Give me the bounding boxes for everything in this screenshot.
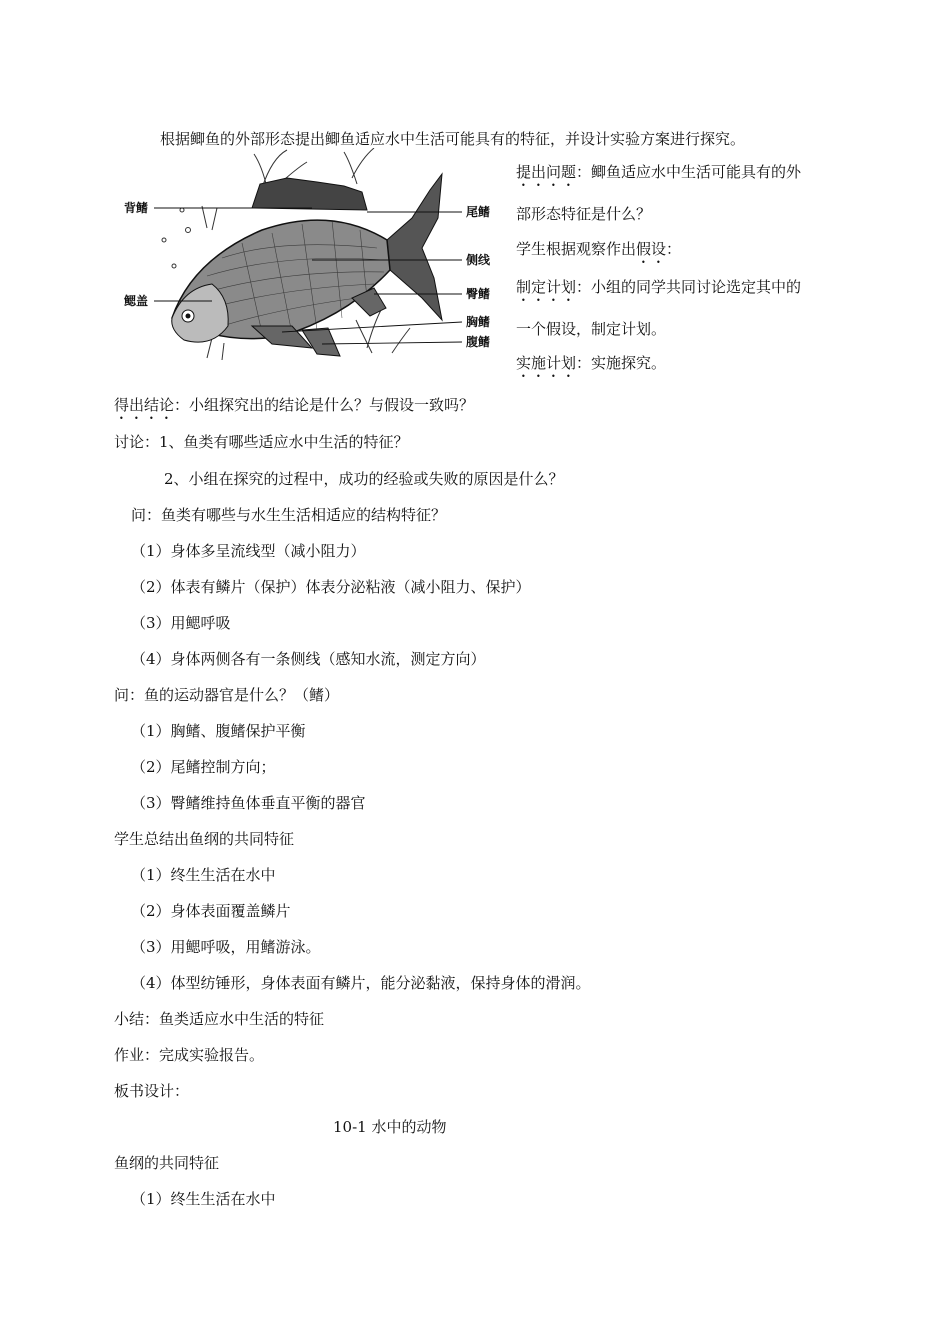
q1-item: （4）身体两侧各有一条侧线（感知水流，测定方向）	[131, 650, 486, 668]
implement-line: 实施计划：实施探究。	[516, 354, 667, 372]
brief-summary: 小结：鱼类适应水中生活的特征	[114, 1010, 325, 1028]
tail-fin-shape	[387, 174, 442, 320]
label-gill-cover: 鳃盖	[124, 294, 149, 308]
label-dorsal-fin: 背鳍	[124, 201, 149, 215]
plan-line-2: 一个假设，制定计划。	[516, 320, 667, 338]
q1-item: （3）用鳃呼吸	[131, 614, 231, 632]
dorsal-fin-shape	[252, 178, 367, 210]
bubbles	[162, 208, 191, 268]
summary-item: （3）用鳃呼吸，用鳍游泳。	[131, 938, 321, 956]
intro-text: 根据鲫鱼的外部形态提出鲫鱼适应水中生活可能具有的特征，并设计实验方案进行探究。	[160, 130, 746, 148]
q2-item: （3）臀鳍维持鱼体垂直平衡的器官	[131, 794, 366, 812]
conclusion-line: 得出结论：小组探究出的结论是什么？与假设一致吗？	[114, 396, 475, 414]
board-item: （1）终生生活在水中	[131, 1190, 276, 1208]
summary-item: （4）体型纺锤形，身体表面有鳞片，能分泌黏液，保持身体的滑润。	[131, 974, 591, 992]
question-1: 问：鱼类有哪些与水生生活相适应的结构特征？	[131, 506, 447, 524]
summary-heading: 学生总结出鱼纲的共同特征	[114, 830, 295, 848]
homework: 作业：完成实验报告。	[114, 1046, 265, 1064]
q1-item: （2）体表有鳞片（保护）体表分泌粘液（减小阻力、保护）	[131, 578, 531, 596]
question-line-2: 部形态特征是什么？	[516, 205, 652, 223]
board-title: 10-1 水中的动物	[333, 1118, 447, 1136]
discussion-2: 2、小组在探究的过程中，成功的经验或失败的原因是什么？	[164, 470, 564, 488]
plan-label: 制定计划	[516, 278, 577, 296]
fish-head	[172, 284, 228, 342]
fish-diagram	[112, 148, 504, 370]
label-pelvic-fin: 腹鳍	[466, 335, 491, 349]
pelvic-fin-shape	[302, 328, 340, 356]
question-label: 提出问题	[516, 163, 577, 181]
question-line-1: 提出问题：鲫鱼适应水中生活可能具有的外	[516, 163, 802, 181]
label-anal-fin: 臀鳍	[466, 287, 491, 301]
question-2: 问：鱼的运动器官是什么？（鳍）	[114, 686, 340, 704]
summary-item: （1）终生生活在水中	[131, 866, 276, 884]
implement-label: 实施计划	[516, 354, 577, 372]
q2-item: （2）尾鳍控制方向；	[131, 758, 276, 776]
q2-item: （1）胸鳍、腹鳍保护平衡	[131, 722, 306, 740]
plan-line-1: 制定计划：小组的同学共同讨论选定其中的	[516, 278, 802, 296]
board-design-label: 板书设计：	[114, 1082, 190, 1100]
label-pectoral-fin: 胸鳍	[466, 315, 491, 329]
discussion-1: 讨论：1、鱼类有哪些适应水中生活的特征？	[114, 433, 409, 451]
hypothesis-line: 学生根据观察作出假设：	[516, 240, 682, 258]
q1-item: （1）身体多呈流线型（减小阻力）	[131, 542, 366, 560]
hypothesis-label: 假设	[636, 240, 667, 258]
board-heading: 鱼纲的共同特征	[114, 1154, 220, 1172]
conclusion-label: 得出结论	[114, 396, 175, 414]
label-tail-fin: 尾鳍	[466, 205, 491, 219]
summary-item: （2）身体表面覆盖鳞片	[131, 902, 291, 920]
label-lateral-line: 侧线	[466, 253, 491, 267]
